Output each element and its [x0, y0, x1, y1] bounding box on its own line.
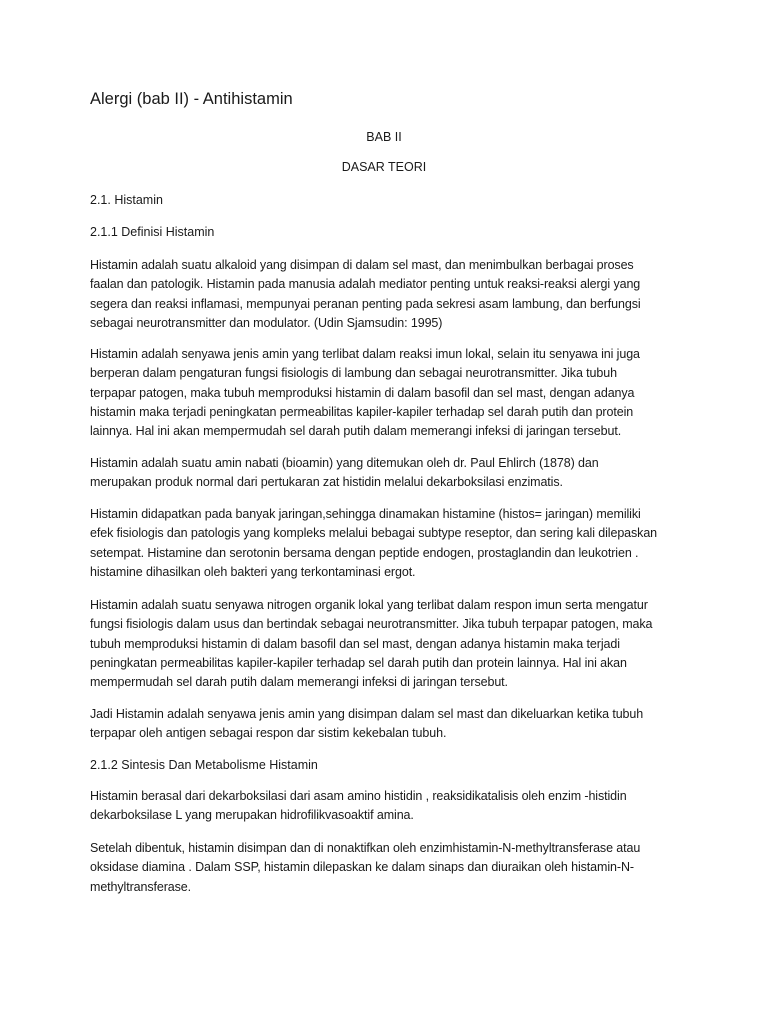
paragraph [90, 345, 690, 441]
text-line: Histamin adalah suatu alkaloid yang disimpan di dalam sel mast, dan menimbulkan berbagai proses [90, 258, 634, 272]
text-line: oksidase diamina . Dalam SSP, histamin dilepaskan ke dalam sinaps dan diuraikan oleh histamin-N- [90, 860, 634, 875]
text-line: efek fisiologis dan patologis yang kompleks melalui bebagai subtype reseptor, dan sering kali dilepaskan [90, 526, 658, 541]
text-line: Setelah dibentuk, histamin disimpan dan di nonaktifkan oleh enzimhistamin-N-methyltransferase atau [90, 841, 641, 855]
document-title: Alergi (bab II) - Antihistamin [90, 90, 293, 108]
text-line: Histamin berasal dari dekarboksilasi dari asam amino histidin , reaksidikatalisis oleh enzim -histidin [90, 789, 627, 803]
text-line: lainnya. Hal ini akan mempermudah sel darah putih dalam memerangi infeksi di jaringan tersebut. [90, 424, 622, 439]
text-line: methyltransferase. [90, 879, 192, 894]
text-line: Histamin adalah suatu senyawa nitrogen organik lokal yang terlibat dalam respon imun serta mengatur [90, 598, 648, 612]
text-line: faalan dan patologik. Histamin pada manusia adalah mediator penting untuk reaksi-reaksi alergi yang [90, 277, 641, 292]
paragraph [90, 505, 690, 582]
text-line: histamine dihasilkan oleh bakteri yang terkontaminasi ergot. [90, 564, 416, 579]
paragraph [90, 596, 690, 692]
text-line: setempat. Histamine dan serotonin bersama dengan peptide endogen, prostaglandin dan leukotrien . [90, 545, 639, 560]
text-line: histamin maka terjadi peningkatan permeabilitas kapiler-kapiler terhadap sel darah putih dan protein [90, 404, 634, 419]
section-heading-2-1-1: 2.1.1 Definisi Histamin [90, 225, 215, 239]
text-line: peningkatan permeabilitas kapiler-kapiler terhadap sel darah putih dan protein lainnya. Hal ini akan [90, 655, 627, 670]
section-heading-2-1: 2.1. Histamin [90, 193, 163, 207]
text-line: merupakan produk normal dari pertukaran zat histidin melalui dekarboksilasi enzimatis. [90, 475, 563, 490]
text-line: mempermudah sel darah putih dalam memerangi infeksi di jaringan tersebut. [90, 675, 508, 690]
text-line: Histamin didapatkan pada banyak jaringan,sehingga dinamakan histamine (histos= jaringan) memiliki [90, 507, 641, 521]
text-line: fungsi fisiologis dalam usus dan bertindak sebagai neurotransmitter. Jika tubuh terpapar patogen, maka [90, 617, 653, 632]
section-heading-2-1-2: 2.1.2 Sintesis Dan Metabolisme Histamin [90, 758, 318, 772]
paragraph [90, 839, 690, 897]
paragraph [90, 705, 690, 744]
text-line: berperan dalam pengaturan fungsi fisiologis di lambung dan sebagai neurotransmitter. Jika tubuh [90, 366, 617, 381]
text-line: dekarboksilase L yang merupakan hidrofilikvasoaktif amina. [90, 808, 414, 823]
paragraph [90, 454, 690, 493]
chapter-heading: BAB II [366, 130, 402, 144]
text-line: Jadi Histamin adalah senyawa jenis amin yang disimpan dalam sel mast dan dikeluarkan ketika tubuh [90, 707, 644, 721]
text-line: Histamin adalah suatu amin nabati (bioamin) yang ditemukan oleh dr. Paul Ehlirch (1878) dan [90, 456, 599, 470]
text-line: terpapar oleh antigen sebagai respon dar sistim kekebalan tubuh. [90, 726, 447, 741]
chapter-title: DASAR TEORI [341, 160, 427, 174]
paragraph [90, 787, 690, 826]
text-line: terpapar patogen, maka tubuh memproduksi histamin di dalam basofil dan sel mast, dengan adanya [90, 385, 635, 400]
text-line: Histamin adalah senyawa jenis amin yang terlibat dalam reaksi imun lokal, selain itu senyawa ini juga [90, 347, 640, 361]
text-line: sebagai neurotransmitter dan modulator. (Udin Sjamsudin: 1995) [90, 315, 443, 330]
paragraph [90, 256, 690, 333]
text-line: segera dan reaksi inflamasi, mempunyai peranan penting pada sekresi asam lambung, dan berfungsi [90, 296, 641, 311]
text-line: tubuh memproduksi histamin di dalam basofil dan sel mast, dengan adanya histamin maka terjadi [90, 636, 620, 651]
